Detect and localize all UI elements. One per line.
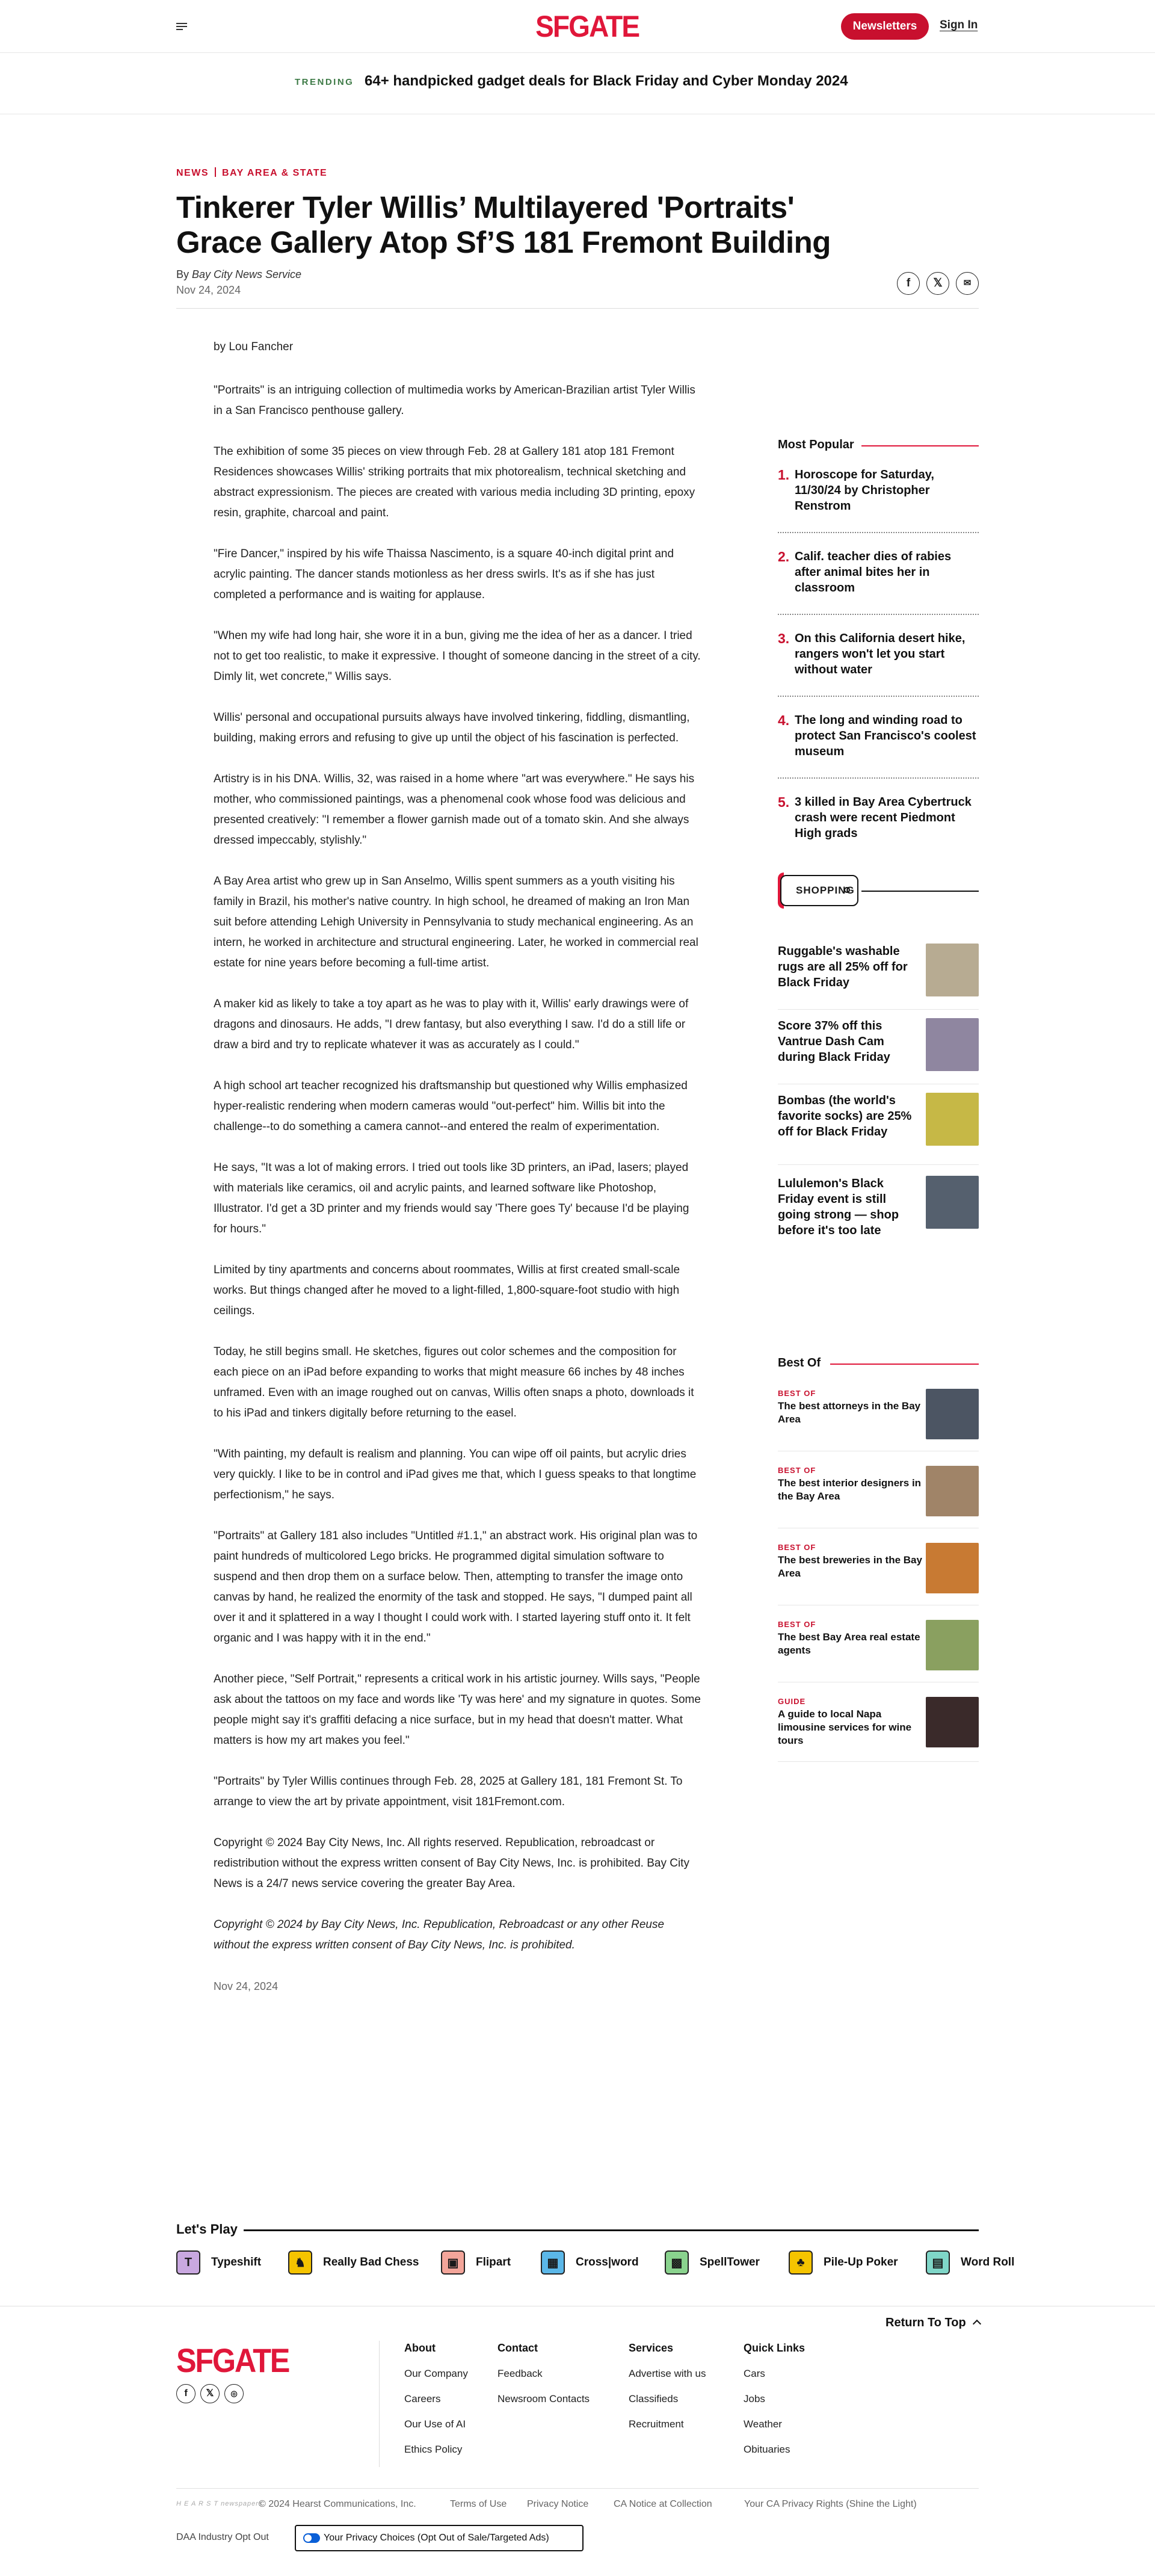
ca-notice-link[interactable]: CA Notice at Collection (614, 2499, 712, 2509)
best-of-item[interactable] (778, 1697, 979, 1762)
popular-title[interactable]: The long and winding road to protect San Francisco's coolest museum (795, 714, 976, 758)
game-label[interactable]: Cross|word (576, 2256, 639, 2269)
footer-link[interactable]: Cars (744, 2368, 765, 2379)
footer-link[interactable]: Recruitment (629, 2418, 684, 2430)
section-link-bay-area[interactable]: BAY AREA & STATE (222, 168, 328, 178)
dash-cam-thumbnail[interactable] (926, 1018, 979, 1071)
article-paragraph: Willis' personal and occupational pursuits always have involved tinkering, fiddling, dismantling, building, making errors and refusing to give up until the object of his fascination is perfected. (214, 711, 690, 744)
game-label[interactable]: Flipart (476, 2256, 511, 2269)
shopping-title[interactable]: Ruggable's washable rugs are all 25% off for Black Friday (778, 945, 908, 989)
shopping-title[interactable]: Score 37% off this Vantrue Dash Cam during Black Friday (778, 1019, 890, 1064)
daa-opt-out-link[interactable]: DAA Industry Opt Out (176, 2532, 269, 2542)
game-spelltower[interactable] (665, 2244, 760, 2281)
shopping-item[interactable] (778, 1176, 979, 1242)
best-of-title[interactable]: The best interior designers in the Bay Area (778, 1477, 922, 1502)
game-label[interactable]: Typeshift (211, 2256, 262, 2269)
newsletters-button[interactable]: Newsletters (841, 13, 929, 40)
best-of-tag: BEST OF (778, 1543, 816, 1552)
footer-link[interactable]: Advertise with us (629, 2368, 706, 2379)
footer-link[interactable]: Classifieds (629, 2393, 679, 2405)
popular-title[interactable]: 3 killed in Bay Area Cybertruck crash were recent Piedmont High grads (795, 795, 972, 840)
best-of-title[interactable]: The best attorneys in the Bay Area (778, 1400, 921, 1425)
byline-source[interactable]: Bay City News Service (192, 268, 302, 280)
headline-line-2: Grace Gallery Atop Sf’S 181 Fremont Building (176, 225, 831, 259)
article-paragraph: The exhibition of some 35 pieces on view through Feb. 28 at Gallery 181 atop 181 Fremont Residences showcases Willis' striking portraits that mix photorealism, technical sketching and abstract expressionism. The pieces are created with various media including 3D printing, epoxy resin, graphite, charcoal and paint. (214, 445, 695, 519)
article-end-date: Nov 24, 2024 (214, 1980, 279, 1992)
popular-rank: 1. (778, 467, 790, 483)
socks-thumbnail[interactable] (926, 1093, 979, 1146)
popular-item[interactable] (778, 549, 979, 609)
site-logo[interactable]: SFGATE (535, 10, 639, 43)
hearst-logo: H E A R S T newspapers (176, 2500, 263, 2507)
attorneys-thumbnail[interactable] (926, 1389, 979, 1439)
popular-divider (778, 696, 979, 697)
article-paragraph: A maker kid as likely to take a toy apart as he was to play with it, Willis' early drawings were of dragons and dinosaurs. He adds, "I drew fantasy, but also everything I saw. I'd do a still life or draw a bird and try to replicate whatever it was as accurately as I could." (214, 998, 689, 1051)
header-divider (176, 308, 979, 309)
footer-heading: Quick Links (744, 2342, 805, 2354)
footer-link[interactable]: Careers (404, 2393, 441, 2405)
facebook-icon[interactable]: f (176, 2384, 196, 2403)
best-of-rule (830, 1364, 979, 1365)
game-label[interactable]: SpellTower (700, 2256, 760, 2269)
best-of-item[interactable] (778, 1389, 979, 1451)
article-paragraph: He says, "It was a lot of making errors. I tried out tools like 3D printers, an iPad, lasers; played with materials like ceramics, oil and acrylic paints, and learned software like Photoshop, Illustrator. I'd get a 3D printer and my friends would say 'There goes Ty' because I'd be playing for hours." (214, 1161, 689, 1235)
privacy-notice-link[interactable]: Privacy Notice (527, 2499, 589, 2509)
best-of-tag: BEST OF (778, 1389, 816, 1398)
breweries-thumbnail[interactable] (926, 1543, 979, 1593)
shopping-item[interactable] (778, 944, 979, 1010)
popular-divider (778, 532, 979, 533)
popular-item[interactable] (778, 712, 979, 773)
game-pile-up-poker[interactable] (789, 2244, 898, 2281)
article-paragraph: "Fire Dancer," inspired by his wife Thaissa Nascimento, is a square 40-inch digital print and acrylic painting. The dancer stands motionless as her dress swirls. It's as if she has just completed a performance and is waiting for applause. (214, 548, 674, 601)
popular-title[interactable]: Calif. teacher dies of rabies after animal bites her in classroom (795, 550, 952, 595)
privacy-toggle-icon (303, 2533, 320, 2543)
most-popular-rule (861, 445, 979, 446)
kicker-divider (215, 167, 216, 177)
article-paragraph: "With painting, my default is realism and planning. You can wipe off oil paints, but acrylic dries very quickly. I like to be in control and iPad gives me that, which I guess speaks to that longtime perfectionism," he says. (214, 1448, 697, 1501)
game-typeshift[interactable] (176, 2244, 261, 2281)
popular-divider (778, 777, 979, 779)
game-crossword[interactable] (541, 2244, 639, 2281)
footer-heading: About (404, 2342, 436, 2354)
x-icon[interactable]: 𝕏 (200, 2384, 220, 2403)
menu-icon[interactable] (176, 23, 187, 30)
article-paragraph: by Lou Fancher (214, 341, 294, 353)
section-link-news[interactable]: NEWS (176, 168, 209, 178)
article-paragraph: Another piece, "Self Portrait," represents a critical work in his artistic journey. Wills says, "People ask about the tattoos on my face and words like 'Ty was here' and my signature in quotes. Some people might say it's graffiti defacing a nice surface, but in my head that doesn't matter. What matters is how my art makes you feel." (214, 1673, 701, 1747)
real-estate-thumbnail[interactable] (926, 1620, 979, 1670)
return-to-top-link[interactable] (886, 2316, 980, 2330)
footer-link[interactable]: Our Company (404, 2368, 468, 2379)
popular-item[interactable] (778, 631, 979, 691)
popular-rank: 3. (778, 631, 790, 646)
return-to-top-label[interactable]: Return To Top (886, 2316, 966, 2329)
rug-thumbnail[interactable] (926, 944, 979, 996)
best-of-item[interactable] (778, 1466, 979, 1528)
email-share-icon[interactable]: ✉ (956, 272, 979, 295)
byline-prefix: By (176, 268, 192, 280)
article-paragraph: "Portraits" at Gallery 181 also includes "Untitled #1.1," an abstract work. His original plan was to paint hundreds of multicolored Lego bricks. He programmed digital simulation software to suspend and then drop them on a surface below. Then, attempting to transfer the image onto canvas by hand, he realized the enormity of the task and stopped. He says, "I dumped paint all over it and it splattered in a way I thought I could work with. I started layering stuff onto it. It felt organic and I was happy with it in the end." (214, 1530, 698, 1645)
footer-column-divider (379, 2341, 380, 2467)
poker-club-icon: ♣ (789, 2250, 813, 2275)
popular-divider (778, 614, 979, 615)
typeshift-icon: T (176, 2250, 200, 2275)
byline (176, 268, 301, 281)
article-paragraph: "Portraits" by Tyler Willis continues through Feb. 28, 2025 at Gallery 181, 181 Fremont St. To arrange to view the art by private appointment, visit 181Fremont.com. (214, 1775, 683, 1808)
shopping-item[interactable] (778, 1093, 979, 1165)
best-of-item[interactable] (778, 1620, 979, 1682)
site-header (0, 0, 1155, 53)
footer-link[interactable]: Our Use of AI (404, 2418, 466, 2430)
footer-column-about (404, 2342, 468, 2469)
footer-logo[interactable]: SFGATE (176, 2341, 289, 2379)
footer-link[interactable]: Obituaries (744, 2444, 790, 2455)
ca-privacy-rights-link[interactable]: Your CA Privacy Rights (Shine the Light) (744, 2499, 917, 2509)
game-flipart[interactable] (441, 2244, 511, 2281)
headline-line-1: Tinkerer Tyler Willis’ Multilayered 'Portraits' (176, 190, 795, 224)
best-of-tag: GUIDE (778, 1697, 806, 1706)
article-headline (176, 190, 958, 260)
privacy-choices-button[interactable] (295, 2525, 584, 2551)
chevron-up-icon (973, 2320, 981, 2328)
popular-rank: 4. (778, 712, 790, 728)
instagram-icon[interactable]: ◎ (224, 2384, 244, 2403)
popular-item[interactable] (778, 794, 979, 854)
sign-in-link[interactable]: Sign In (940, 19, 978, 31)
chess-knight-icon: ♞ (288, 2250, 312, 2275)
article-paragraph: Copyright © 2024 Bay City News, Inc. All rights reserved. Republication, rebroadcast or redistribution without the express written consent of Bay City News, Inc. is prohibited. Bay City News is a 24/7 news service covering the greater Bay Area. (214, 1836, 689, 1890)
popular-rank: 2. (778, 549, 790, 564)
game-label[interactable]: Pile-Up Poker (824, 2256, 898, 2269)
footer-link[interactable]: Feedback (497, 2368, 543, 2379)
article-paragraph: Limited by tiny apartments and concerns about roommates, Willis at first created small-scale works. But things changed after he moved to a light-filled, 1,800-square-foot studio with high ceilings. (214, 1264, 680, 1317)
best-of-title[interactable]: The best breweries in the Bay Area (778, 1554, 922, 1579)
best-of-title[interactable]: The best Bay Area real estate agents (778, 1631, 920, 1656)
publish-date: Nov 24, 2024 (176, 284, 241, 296)
game-really-bad-chess[interactable] (288, 2244, 419, 2281)
shopping-title[interactable]: Lululemon's Black Friday event is still going strong — shop before it's too late (778, 1177, 899, 1237)
article-paragraph: "Portraits" is an intriguing collection of multimedia works by American-Brazilian artist Tyler Willis in a San Francisco penthouse gallery. (214, 384, 695, 417)
trending-link[interactable]: 64+ handpicked gadget deals for Black Friday and Cyber Monday 2024 (365, 73, 848, 89)
best-of-tag: BEST OF (778, 1466, 816, 1475)
games-carousel[interactable] (176, 2244, 1015, 2281)
trending-label: TRENDING (295, 77, 354, 87)
footer-heading: Contact (497, 2342, 538, 2354)
popular-item[interactable] (778, 467, 979, 527)
shopping-item[interactable] (778, 1018, 979, 1084)
article-paragraph: A Bay Area artist who grew up in San Anselmo, Willis spent summers as a youth visiting his family in Brazil, his mother's native country. In high school, he dreamed of making an Iron Man suit before attending Lehigh University in Pennsylvania to study mechanical engineering. As an intern, he worked in architecture and structural engineering. Later, he worked in commercial real estate for nine years before becoming a full-time artist. (214, 875, 698, 969)
word-roll-icon: ▤ (926, 2250, 950, 2275)
footer-column-services (629, 2342, 706, 2444)
footer-link[interactable]: Ethics Policy (404, 2444, 463, 2455)
article-paragraph: "When my wife had long hair, she wore it in a bun, giving me the idea of her as a dancer. I tried not to get too realistic, to make it expressive. I thought of someone dancing in the street of a city. Dimly lit, wet concrete," Willis says. (214, 629, 701, 683)
article-paragraph: Artistry is in his DNA. Willis, 32, was raised in a home where "art was everywhere." He says his mother, who commissioned paintings, was a phenomenal cook whose food was delicious and presented creatively: "I remember a flower garnish made out of a tomato skin. And she always dressed impeccably, stylishly." (214, 773, 695, 847)
lets-play-rule (244, 2229, 979, 2231)
lets-play-heading: Let's Play (176, 2222, 238, 2237)
lululemon-thumbnail[interactable] (926, 1176, 979, 1229)
footer-column-contact (497, 2342, 590, 2418)
game-label[interactable]: Word Roll (961, 2256, 1015, 2269)
privacy-choices-label[interactable]: Your Privacy Choices (Opt Out of Sale/Targeted Ads) (324, 2533, 549, 2543)
section-kicker (176, 167, 327, 179)
popular-title[interactable]: Horoscope for Saturday, 11/30/24 by Christopher Renstrom (795, 468, 934, 513)
footer-heading: Services (629, 2342, 674, 2354)
popular-rank: 5. (778, 794, 790, 810)
best-of-item[interactable] (778, 1543, 979, 1605)
limousine-thumbnail[interactable] (926, 1697, 979, 1747)
footer-link[interactable]: Weather (744, 2418, 782, 2430)
terms-link[interactable]: Terms of Use (450, 2499, 507, 2509)
popular-title[interactable]: On this California desert hike, rangers won't let you start without water (795, 632, 966, 676)
most-popular-heading: Most Popular (778, 438, 854, 451)
tag-hole-icon (844, 887, 850, 893)
footer-column-quick-links (744, 2342, 805, 2469)
flipart-icon: ▣ (441, 2250, 465, 2275)
best-of-tag: BEST OF (778, 1620, 816, 1629)
facebook-share-icon[interactable]: f (897, 272, 920, 295)
article-body (214, 337, 701, 2017)
footer-link[interactable]: Jobs (744, 2393, 765, 2405)
shopping-label: SHOPPING (796, 885, 855, 896)
footer-link[interactable]: Newsroom Contacts (497, 2393, 590, 2405)
game-word-roll[interactable] (926, 2244, 1014, 2281)
best-of-heading: Best Of (778, 1356, 821, 1370)
best-of-title[interactable]: A guide to local Napa limousine services for wine tours (778, 1708, 912, 1746)
copyright-text: © 2024 Hearst Communications, Inc. (259, 2499, 416, 2509)
x-share-icon[interactable]: 𝕏 (926, 272, 949, 295)
article-paragraph: Today, he still begins small. He sketches, figures out color schemes and the composition for each piece on an iPad before expanding to works that might measure 66 inches by 48 inches unframed. Even with an image roughed out on canvas, Willis often snaps a photo, downloads it to his iPad and tinkers digitally before returning to the easel. (214, 1345, 694, 1419)
copyright-notice: Copyright © 2024 by Bay City News, Inc. Republication, Rebroadcast or any other Reuse without the express written consent of Bay City News, Inc. is prohibited. (214, 1918, 665, 1951)
article-paragraph: A high school art teacher recognized his draftsmanship but questioned why Willis emphasized hyper-realistic rendering when modern cameras would "out-perfect" him. Willis bit into the challenge--to do something a camera cannot--and entered the realm of experimentation. (214, 1080, 688, 1133)
spelltower-icon: ▩ (665, 2250, 689, 2275)
trending-bar (0, 53, 1155, 114)
crossword-icon: ▦ (541, 2250, 565, 2275)
legal-divider (176, 2488, 979, 2489)
interior-thumbnail[interactable] (926, 1466, 979, 1516)
game-label[interactable]: Really Bad Chess (323, 2256, 419, 2269)
shopping-badge (778, 869, 862, 912)
shopping-rule (861, 891, 979, 892)
shopping-title[interactable]: Bombas (the world's favorite socks) are 25% off for Black Friday (778, 1094, 912, 1138)
